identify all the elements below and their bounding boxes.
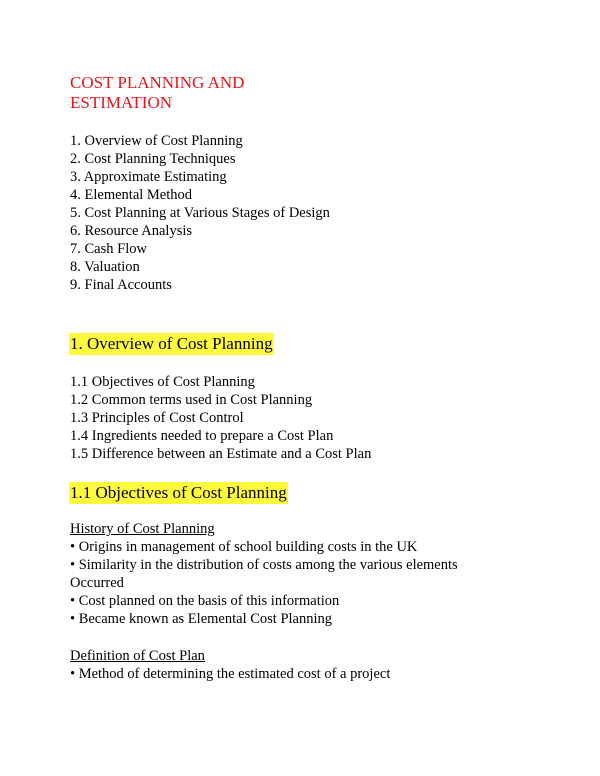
history-subheading: History of Cost Planning [70, 521, 215, 537]
history-section [70, 520, 458, 628]
toc-item: 7. Cash Flow [70, 241, 147, 257]
definition-section [70, 647, 390, 683]
list-item: 1.3 Principles of Cost Control [70, 410, 244, 426]
toc-item: 8. Valuation [70, 259, 140, 275]
list-item: • Origins in management of school building costs in the UK [70, 539, 418, 555]
toc-item: 5. Cost Planning at Various Stages of Design [70, 205, 330, 221]
table-of-contents [70, 132, 330, 294]
section-overview-list [70, 373, 371, 463]
toc-item: 4. Elemental Method [70, 187, 193, 203]
list-item: 1.4 Ingredients needed to prepare a Cost Plan [70, 428, 334, 444]
toc-item: 1. Overview of Cost Planning [70, 133, 243, 149]
toc-item: 6. Resource Analysis [70, 223, 193, 239]
toc-item: 9. Final Accounts [70, 277, 172, 293]
section-heading-overview: 1. Overview of Cost Planning [70, 334, 273, 353]
toc-item: 2. Cost Planning Techniques [70, 151, 236, 167]
list-item: 1.5 Difference between an Estimate and a Cost Plan [70, 446, 372, 462]
list-item: Occurred [70, 575, 124, 591]
list-item: • Became known as Elemental Cost Planning [70, 611, 332, 627]
list-item: • Similarity in the distribution of costs among the various elements [70, 557, 458, 573]
document-title-line: COST PLANNING AND [70, 73, 245, 92]
list-item: 1.2 Common terms used in Cost Planning [70, 392, 313, 408]
list-item: • Cost planned on the basis of this information [70, 593, 340, 609]
list-item: 1.1 Objectives of Cost Planning [70, 374, 255, 390]
document-title-line: ESTIMATION [70, 93, 172, 112]
section-heading-objectives: 1.1 Objectives of Cost Planning [70, 483, 287, 502]
definition-subheading: Definition of Cost Plan [70, 648, 205, 664]
toc-item: 3. Approximate Estimating [70, 169, 227, 185]
list-item: • Method of determining the estimated cost of a project [70, 666, 391, 682]
document-title [70, 73, 244, 113]
